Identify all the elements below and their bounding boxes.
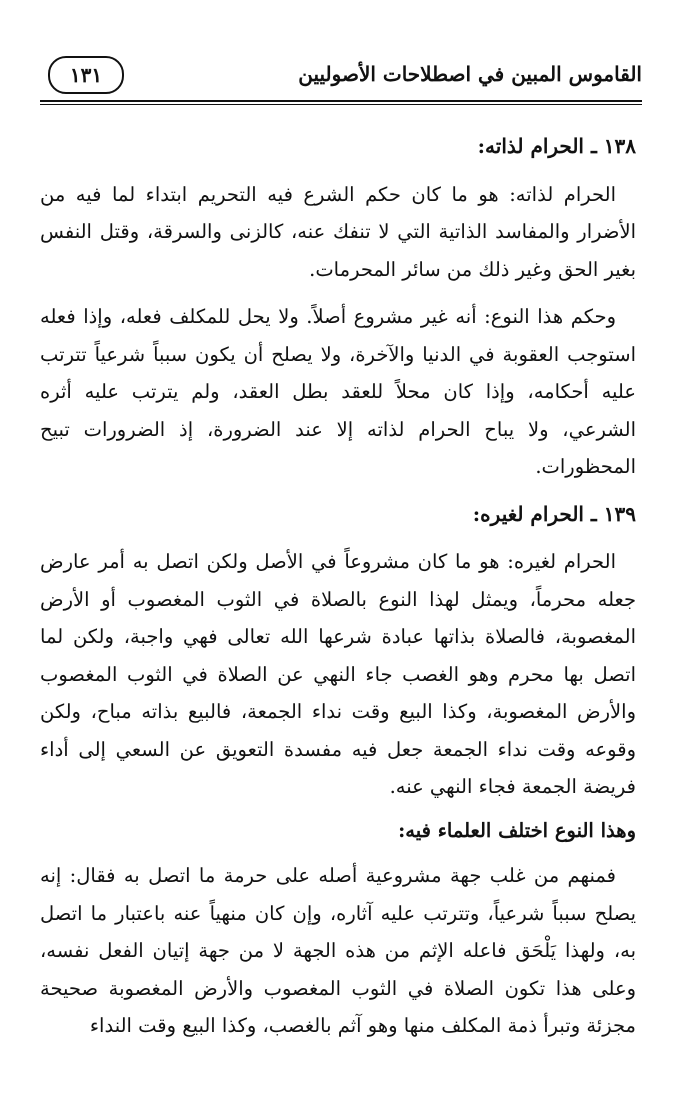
page-body xyxy=(40,128,636,1055)
subheading: وهذا النوع اختلف العلماء فيه: xyxy=(398,818,636,842)
section-heading-139: ١٣٩ ـ الحرام لغيره: xyxy=(472,501,636,526)
section-heading-138: ١٣٨ ـ الحرام لذاته: xyxy=(477,134,636,158)
header-divider xyxy=(40,100,642,102)
paragraph: الحرام لذاته: هو ما كان حكم الشرع فيه التحريم ابتداء لما فيه من الأضرار والمفاسد الذاتية التي لا تنفك عنه، كالزنى والسرقة، وقتل النفس بغير الحق وغير ذلك من سائر المحرمات. xyxy=(40,182,636,281)
paragraph: فمنهم من غلب جهة مشروعية أصله على حرمة ما اتصل به فقال: إنه يصلح سبباً شرعياً، وتترتب عليه آثاره، وإن كان منهياً عنه باعتبار ما اتصل به، ولهذا يَلْحَق فاعله الإثم من هذه الجهة لا من جهة إتيان الفعل نفسه، وعلى هذا تكون الصلاة في الثوب المغصوب والأرض المغصوبة صحيحة مجزئة وتبرأ ذمة المكلف منها وهو آثم بالغصب، وكذا البيع وقت النداء xyxy=(40,864,636,1037)
paragraph: الحرام لغيره: هو ما كان مشروعاً في الأصل ولكن اتصل به أمر عارض جعله محرماً، ويمثل لهذا النوع بالصلاة في الثوب المغصوب أو الأرض المغصوبة، فالصلاة بذاتها عبادة شرعها الله تعالى فهي واجبة، ولكن لما اتصل بها محرم وهو الغصب جاء النهي عن الصلاة في الثوب المغصوب والأرض المغصوبة، وكذا البيع وقت نداء الجمعة، فالبيع بذاته مباح، ولكن وقوعه وقت نداء الجمعة جعل فيه مفسدة التعويق عن السعي إلى أداء فريضة الجمعة فجاء النهي عنه. xyxy=(40,550,636,798)
page-number: ١٣١ xyxy=(48,56,124,94)
paragraph: وحكم هذا النوع: أنه غير مشروع أصلاً. ولا يحل للمكلف فعله، وإذا فعله استوجب العقوبة في الدنيا والآخرة، ولا يصلح أن يكون سبباً شرعياً تترتب عليه أحكامه، وإذا كان محلاً للعقد بطل العقد، ولم يترتب عليه أثره الشرعي، ولا يباح الحرام لذاته إلا عند الضرورة، إذ الضرورات تبيح المحظورات. xyxy=(40,305,636,478)
running-header xyxy=(40,54,642,100)
header-divider-thin xyxy=(40,104,642,105)
book-title: القاموس المبين في اصطلاحات الأصوليين xyxy=(298,62,642,86)
